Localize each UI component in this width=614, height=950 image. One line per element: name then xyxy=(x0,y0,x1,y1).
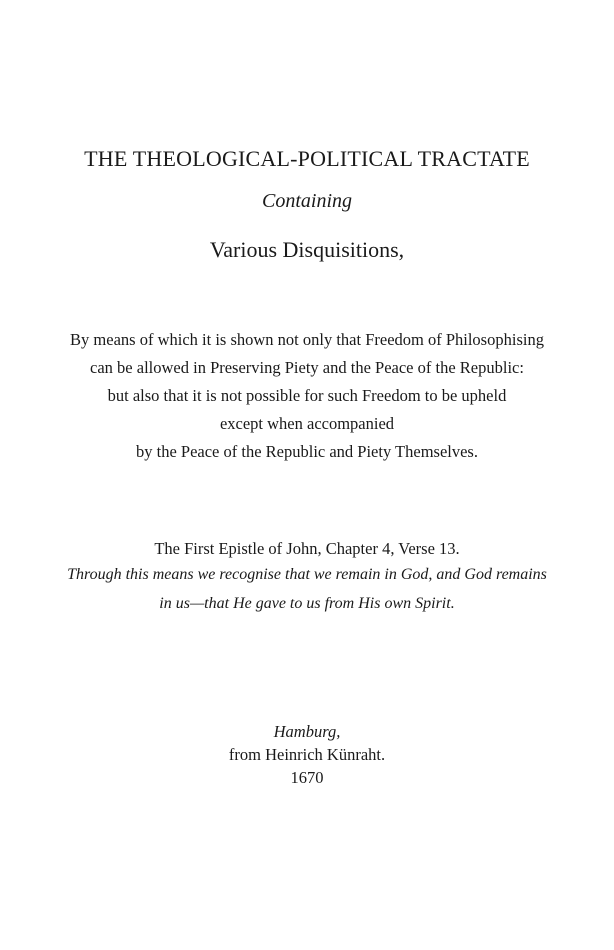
description-line-1: By means of which it is shown not only that Freedom of Philosophising xyxy=(70,330,544,349)
description-line-4: except when accompanied xyxy=(219,414,395,433)
imprint-place: Hamburg, xyxy=(273,722,341,741)
description-line-3: but also that it is not possible for such Freedom to be upheld xyxy=(107,386,507,405)
epigraph-text-line-2: in us—that He gave to us from His own Spirit. xyxy=(159,595,455,612)
epigraph-reference: The First Epistle of John, Chapter 4, Verse 13. xyxy=(154,539,460,558)
description-line-2: can be allowed in Preserving Piety and the Peace of the Republic: xyxy=(90,358,524,377)
book-title: THE THEOLOGICAL-POLITICAL TRACTATE xyxy=(84,146,530,171)
subtitle-line: Various Disquisitions, xyxy=(209,237,405,262)
containing-line: Containing xyxy=(261,190,352,212)
imprint-printer: from Heinrich Künraht. xyxy=(228,745,386,764)
imprint-year: 1670 xyxy=(290,768,324,787)
epigraph-text-line-1: Through this means we recognise that we remain in God, and God remains xyxy=(67,566,547,583)
description-line-5: by the Peace of the Republic and Piety Themselves. xyxy=(136,442,478,461)
